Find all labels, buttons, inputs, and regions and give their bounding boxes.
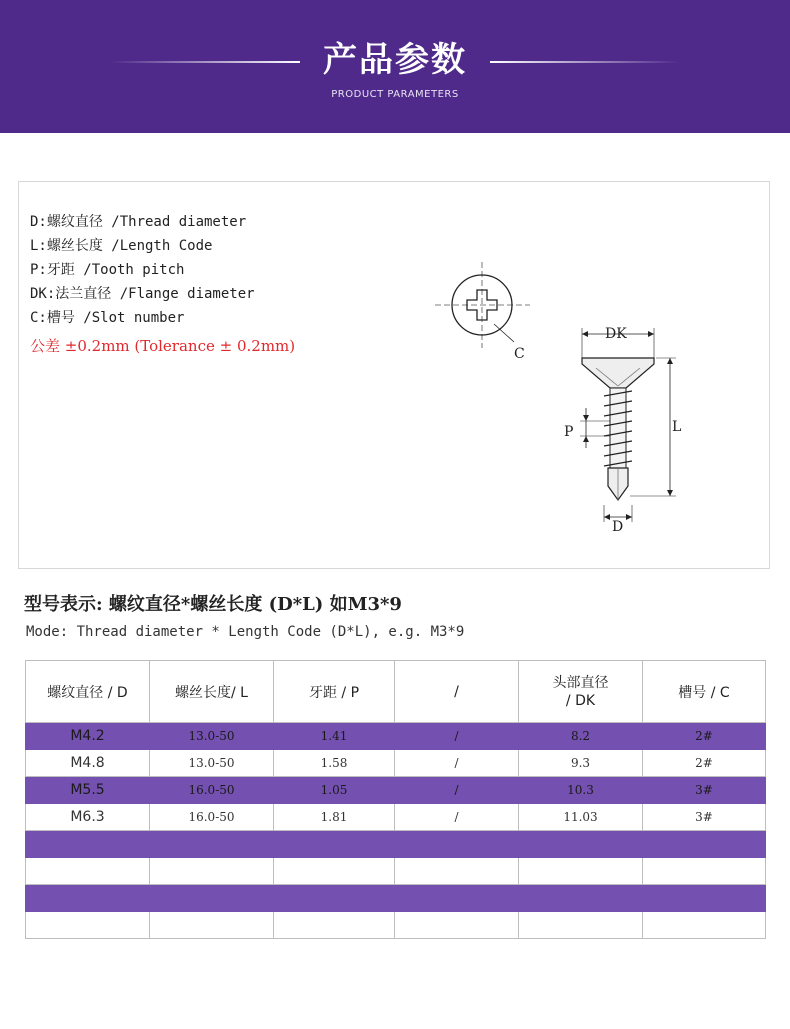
header-rule-right xyxy=(490,61,680,63)
cell-length-code: 13.0-50 xyxy=(150,723,274,750)
cell-head-diameter: 10.3 xyxy=(519,777,643,804)
cell-slot-number xyxy=(643,912,766,939)
cell-length-code xyxy=(150,858,274,885)
cell-slot-number: 2# xyxy=(643,750,766,777)
cell-slot-number: 3# xyxy=(643,804,766,831)
header-head-diameter xyxy=(519,661,643,723)
cell-length-code xyxy=(150,912,274,939)
cell-length-code: 13.0-50 xyxy=(150,750,274,777)
header-slash: / xyxy=(395,661,519,723)
cell-length-code xyxy=(150,831,274,858)
cell-tooth-pitch xyxy=(274,885,395,912)
cell-head-diameter: 8.2 xyxy=(519,723,643,750)
table-row xyxy=(26,777,766,804)
cell-slot-number xyxy=(643,858,766,885)
table-row xyxy=(26,912,766,939)
label-c: C xyxy=(514,346,525,362)
cell-head-diameter xyxy=(519,831,643,858)
cell-head-diameter: 11.03 xyxy=(519,804,643,831)
header-banner xyxy=(0,0,790,133)
cell-slash: / xyxy=(395,723,519,750)
cell-thread-diameter xyxy=(26,858,150,885)
legend-item-d: D:螺纹直径 /Thread diameter xyxy=(30,214,247,230)
label-p: P xyxy=(564,424,574,440)
cell-slot-number: 3# xyxy=(643,777,766,804)
screw-side-view xyxy=(564,326,681,535)
cell-thread-diameter: M5.5 xyxy=(26,777,150,804)
legend xyxy=(30,210,295,358)
cell-slash xyxy=(395,858,519,885)
cell-tooth-pitch xyxy=(274,858,395,885)
cell-slash: / xyxy=(395,804,519,831)
legend-item-l: L:螺丝长度 /Length Code xyxy=(30,238,213,254)
cell-tooth-pitch: 1.81 xyxy=(274,804,395,831)
cell-head-diameter xyxy=(519,858,643,885)
tolerance-note: 公差 ±0.2mm (Tolerance ± 0.2mm) xyxy=(30,337,296,355)
screw-diagram xyxy=(420,250,710,550)
legend-item-p: P:牙距 /Tooth pitch xyxy=(30,262,185,278)
cell-slot-number: 2# xyxy=(643,723,766,750)
cell-slash xyxy=(395,831,519,858)
cell-thread-diameter: M4.8 xyxy=(26,750,150,777)
cell-tooth-pitch xyxy=(274,831,395,858)
cell-slash: / xyxy=(395,750,519,777)
page-title: 产品参数 xyxy=(323,40,467,80)
cell-length-code: 16.0-50 xyxy=(150,777,274,804)
label-d: D xyxy=(612,519,624,535)
cell-slash: / xyxy=(395,777,519,804)
cell-length-code: 16.0-50 xyxy=(150,804,274,831)
table-header-row xyxy=(26,661,766,723)
legend-item-dk: DK:法兰直径 /Flange diameter xyxy=(30,286,255,302)
cell-tooth-pitch: 1.05 xyxy=(274,777,395,804)
cell-slot-number xyxy=(643,885,766,912)
table-row xyxy=(26,804,766,831)
parameters-table xyxy=(25,660,766,939)
page-subtitle: PRODUCT PARAMETERS xyxy=(331,89,459,100)
cell-tooth-pitch xyxy=(274,912,395,939)
header-head-diameter-text: 头部直径 / DK xyxy=(552,674,609,709)
cell-slash xyxy=(395,912,519,939)
head-top-view xyxy=(435,262,530,362)
table-row xyxy=(26,750,766,777)
cell-thread-diameter xyxy=(26,831,150,858)
cell-slot-number xyxy=(643,831,766,858)
table-row xyxy=(26,858,766,885)
label-l: L xyxy=(672,419,682,435)
header-tooth-pitch: 牙距 / P xyxy=(274,661,395,723)
header-thread-diameter: 螺纹直径 / D xyxy=(26,661,150,723)
model-notation-title: 型号表示: 螺纹直径*螺丝长度 (D*L) 如M3*9 xyxy=(24,594,402,615)
model-notation-subtitle: Mode: Thread diameter * Length Code (D*L), e.g. M3*9 xyxy=(26,624,465,640)
cell-thread-diameter xyxy=(26,912,150,939)
cell-tooth-pitch: 1.58 xyxy=(274,750,395,777)
cell-thread-diameter xyxy=(26,885,150,912)
table-row xyxy=(26,723,766,750)
cell-slash xyxy=(395,885,519,912)
cell-length-code xyxy=(150,885,274,912)
cell-thread-diameter: M6.3 xyxy=(26,804,150,831)
cell-head-diameter: 9.3 xyxy=(519,750,643,777)
cell-head-diameter xyxy=(519,912,643,939)
header-slot-number: 槽号 / C xyxy=(643,661,766,723)
label-dk: DK xyxy=(605,326,627,342)
table-row xyxy=(26,885,766,912)
cell-head-diameter xyxy=(519,885,643,912)
header-length-code: 螺丝长度/ L xyxy=(150,661,274,723)
table-row xyxy=(26,831,766,858)
cell-thread-diameter: M4.2 xyxy=(26,723,150,750)
legend-item-c: C:槽号 /Slot number xyxy=(30,310,185,326)
cell-tooth-pitch: 1.41 xyxy=(274,723,395,750)
